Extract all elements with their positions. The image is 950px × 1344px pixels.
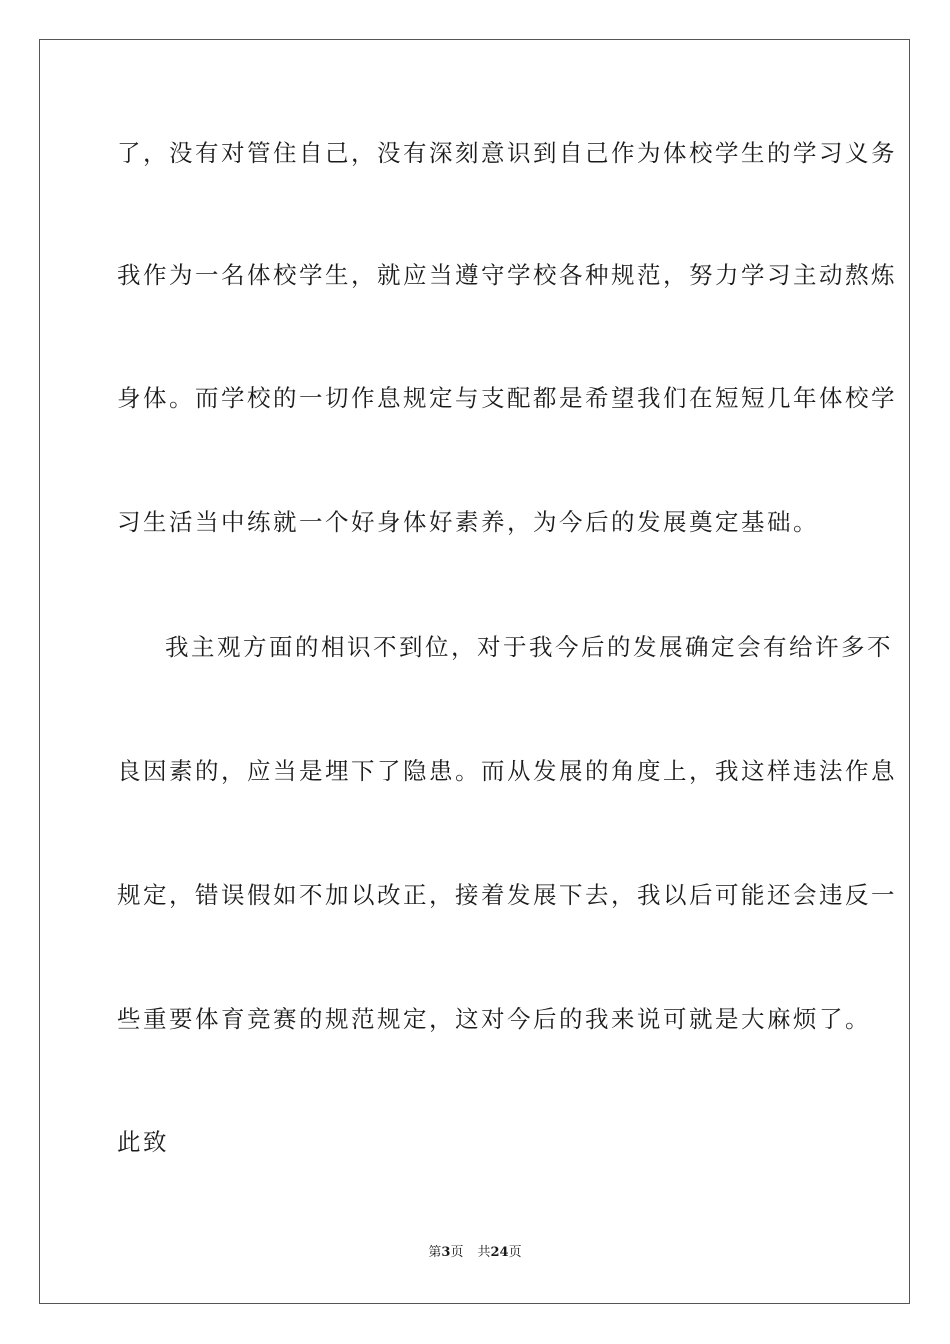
text-line-4: 习生活当中练就一个好身体好素养，为今后的发展奠定基础。 (117, 508, 819, 536)
page-prefix: 第 (428, 1245, 442, 1260)
text-line-3: 身体。而学校的一切作息规定与支配都是希望我们在短短几年体校学 (117, 384, 897, 412)
text-line-5: 我主观方面的相识不到位，对于我今后的发展确定会有给许多不 (165, 633, 893, 661)
closing-salutation: 此致 (117, 1128, 169, 1156)
total-pages: 24 (490, 1245, 509, 1260)
total-prefix: 共 (477, 1245, 491, 1260)
page-border (39, 39, 910, 1304)
page-suffix: 页 (450, 1245, 464, 1260)
text-line-1: 了，没有对管住自己，没有深刻意识到自己作为体校学生的学习义务 (117, 139, 897, 167)
page-footer (0, 1244, 950, 1262)
text-line-6: 良因素的，应当是埋下了隐患。而从发展的角度上，我这样违法作息 (117, 757, 897, 785)
text-line-7: 规定，错误假如不加以改正，接着发展下去，我以后可能还会违反一 (117, 881, 897, 909)
text-line-2: 我作为一名体校学生，就应当遵守学校各种规范，努力学习主动熬炼 (117, 261, 897, 289)
text-line-8: 些重要体育竞赛的规范规定，这对今后的我来说可就是大麻烦了。 (117, 1005, 871, 1033)
page-number: 3 (441, 1245, 451, 1260)
total-suffix: 页 (508, 1245, 522, 1260)
